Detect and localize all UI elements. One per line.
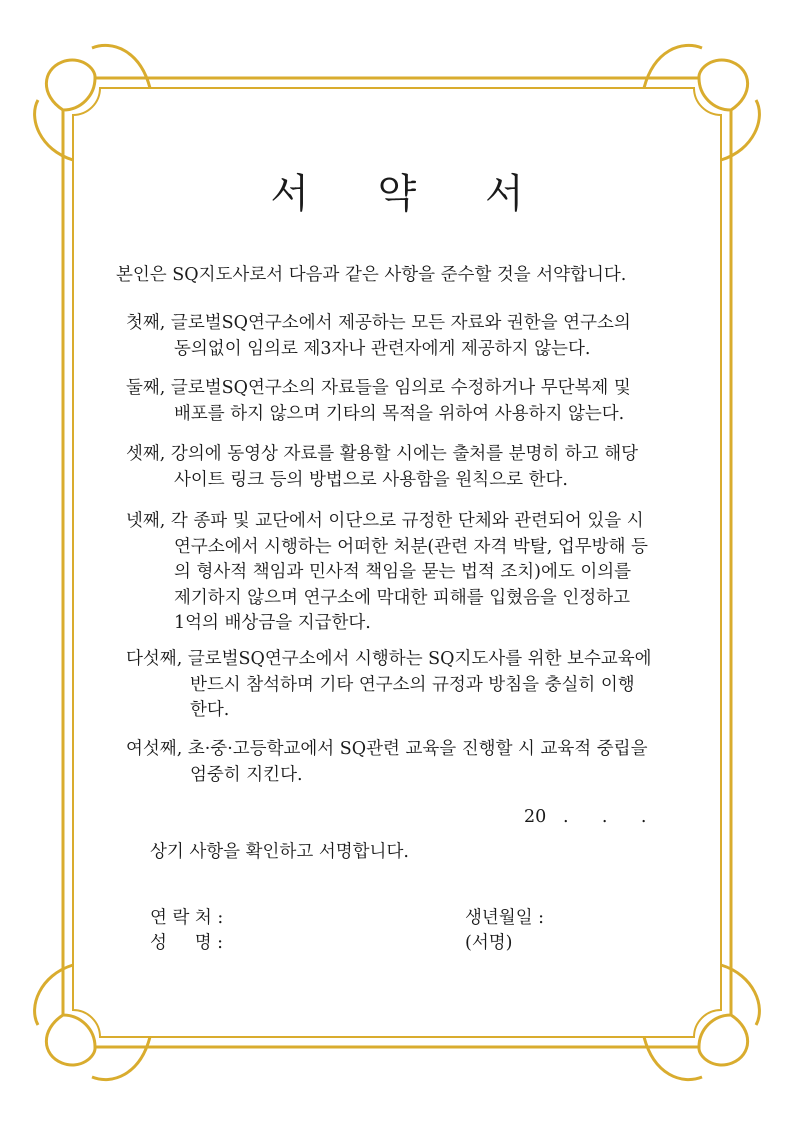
clause-3 [126,442,686,493]
clause-line: 1억의 배상금을 지급한다. [174,613,371,633]
intro-statement: 본인은 SQ지도사로서 다음과 같은 사항을 준수할 것을 서약합니다. [116,265,627,285]
clause-line: 동의없이 임의로 제3자나 관련자에게 제공하지 않는다. [174,338,591,359]
signature-label: (서명) [465,933,513,953]
document-title: 서 약 서 [270,171,552,217]
clause-line: 한다. [190,700,230,720]
clause-2 [126,376,686,427]
clause-line: 다섯째, 글로벌SQ연구소에서 시행하는 SQ지도사를 위한 보수교육에 [126,649,652,669]
clause-6 [126,737,686,788]
clause-line: 엄중히 지킨다. [190,764,303,785]
clause-line: 반드시 참석하며 기타 연구소의 규정과 방침을 충실히 이행 [190,674,635,695]
clause-line: 배포를 하지 않으며 기타의 목적을 위하여 사용하지 않는다. [174,403,625,424]
birthdate-label: 생년월일 : [465,908,545,928]
clause-line: 둘째, 글로벌SQ연구소의 자료들을 임의로 수정하거나 무단복제 및 [126,378,631,398]
clause-1 [126,311,686,362]
clause-line: 의 형사적 책임과 민사적 책임을 묻는 법적 조치)에도 이의를 [174,562,632,582]
date-line[interactable]: 20 . . . [524,807,647,827]
clause-line: 셋째, 강의에 동영상 자료를 활용할 시에는 출처를 분명히 하고 해당 [126,444,639,464]
clause-line: 사이트 링크 등의 방법으로 사용함을 원칙으로 한다. [174,469,568,490]
name-label: 성 명 : [150,933,224,953]
clause-5 [126,647,686,724]
clause-line: 넷째, 각 종파 및 교단에서 이단으로 규정한 단체와 관련되어 있을 시 [126,511,644,531]
confirm-statement: 상기 사항을 확인하고 서명합니다. [150,842,409,862]
clause-line: 첫째, 글로벌SQ연구소에서 제공하는 모든 자료와 권한을 연구소의 [126,313,631,333]
clause-line: 여섯째, 초·중·고등학교에서 SQ관련 교육을 진행할 시 교육적 중립을 [126,739,648,759]
clause-4 [126,509,686,637]
clause-line: 제기하지 않으며 연구소에 막대한 피해를 입혔음을 인정하고 [174,587,630,608]
contact-label: 연 락 처 : [150,908,224,928]
clause-line: 연구소에서 시행하는 어떠한 처분(관련 자격 박탈, 업무방해 등 [174,536,648,557]
